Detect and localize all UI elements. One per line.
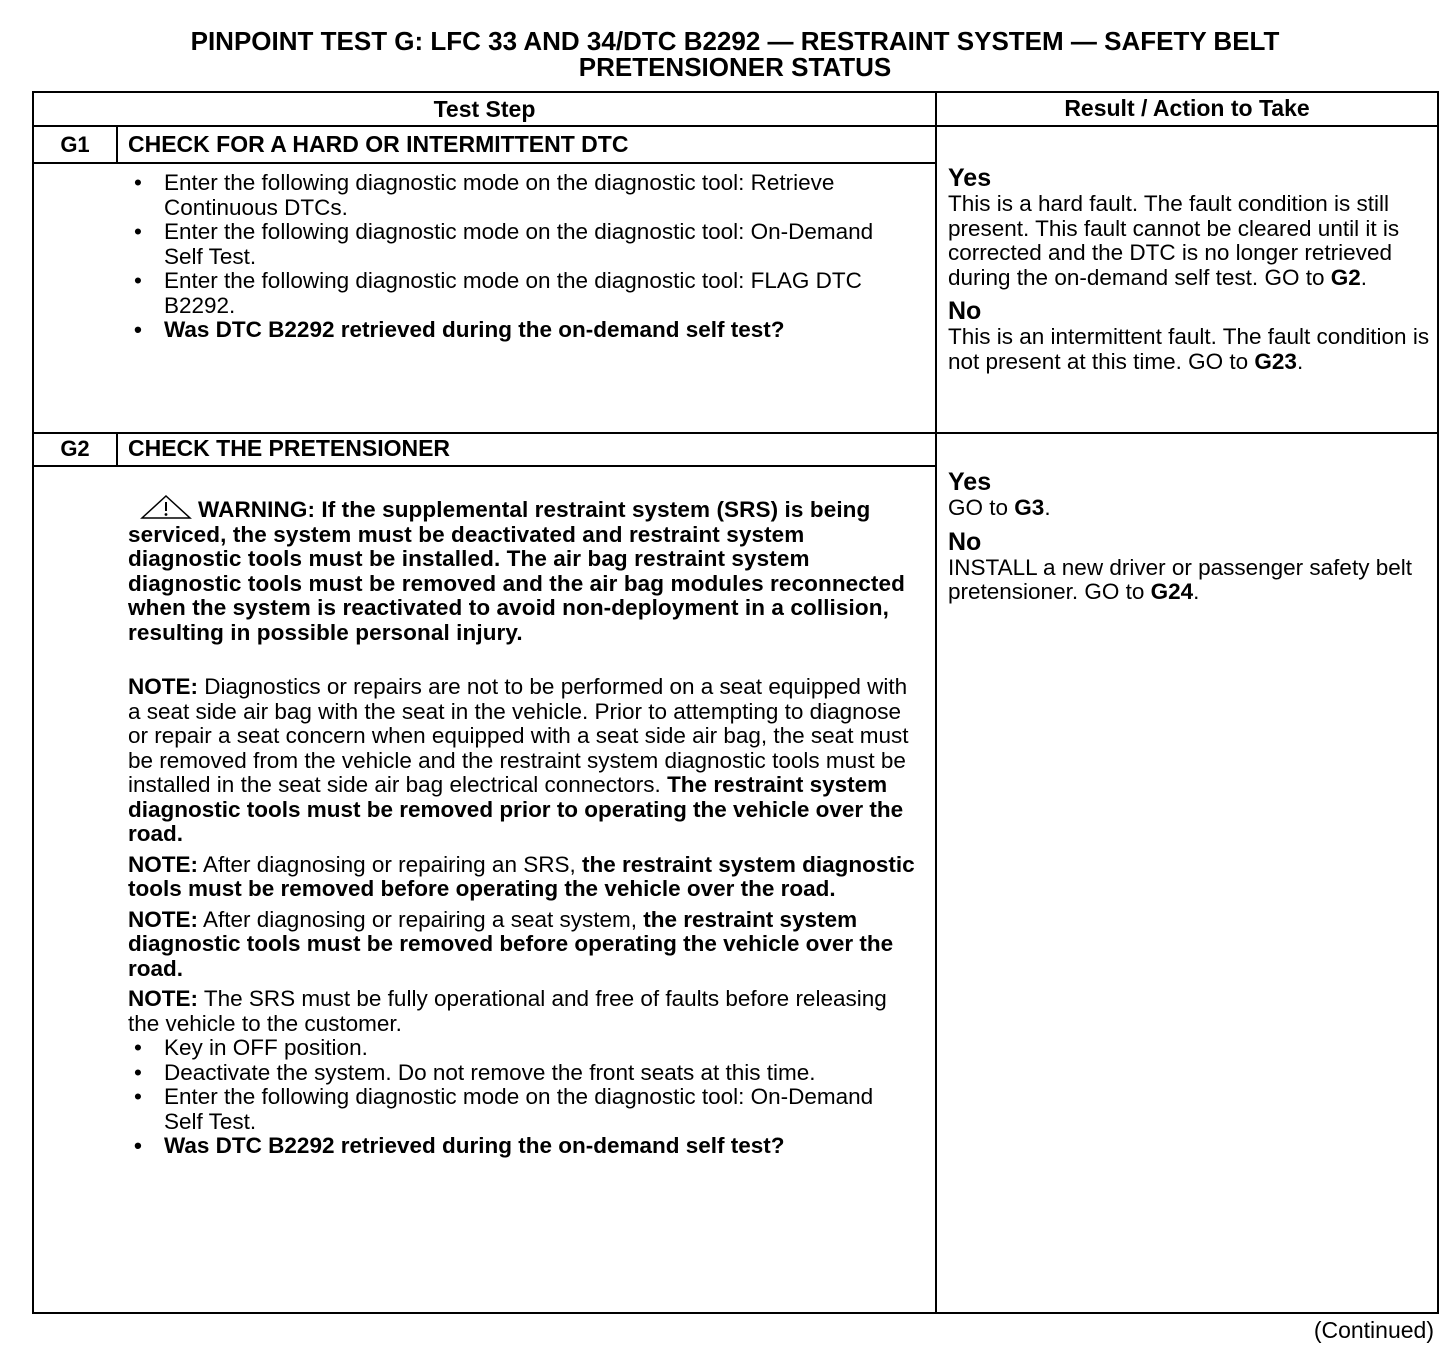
g2-result [948,469,1432,605]
header-result: Result / Action to Take [1064,95,1310,121]
g2-yes-goto: G3 [1014,495,1045,520]
g2-note-1-bold: The restraint system diagnostic tools must be removed prior to operating the vehicle over the road. [128,772,904,846]
g2-note-4-text: The SRS must be fully operational and free of faults before releasing the vehicle to the customer. [128,986,887,1036]
g2-note-2-bold: the restraint system diagnostic tools must be removed before operating the vehicle over the road. [128,851,915,901]
g1-yes-goto: G2 [1330,264,1361,290]
g1-bullet-1: • Enter the following diagnostic mode on the diagnostic tool: Retrieve Continuous DTCs. [126,171,916,220]
g1-no-label: No [948,297,982,325]
g2-note-3-text: After diagnosing or repairing a seat system, [203,906,637,932]
g1-bullet-4: • Was DTC B2292 retrieved during the on-demand self test? [126,318,916,343]
g1-no-text: This is an intermittent fault. The fault condition is not present at this time. GO to G23. [948,324,1430,374]
g2-yes-body: GO to [948,495,1009,520]
g2-note-1-label: NOTE: [128,674,198,699]
step-id-g1: G1 [60,132,90,157]
header-test-step: Test Step [433,96,536,122]
g2-bullet-1: • Key in OFF position. [126,1036,918,1061]
continued-label: (Continued) [1313,1317,1434,1343]
g1-yes-label: Yes [948,164,992,192]
g2-note-1-text: Diagnostics or repairs are not to be performed on a seat equipped with a seat side air bag with the seat in the vehicle. Prior to attempting to diagnose or repair a seat concern when equipped with a seat side air bag, the seat must be removed from the vehicle and the restraint system diagnostic tools must be installed in the seat side air bag electrical connectors. [128,674,909,797]
g2-yes-text: GO to G3. [948,495,1051,520]
page-title [30,28,1440,80]
g2-note-2-text: After diagnosing or repairing an SRS, [203,851,576,877]
g2-bullets [126,1036,918,1159]
g2-note-3-label: NOTE: [128,906,198,932]
g1-g2-divider [34,432,1437,434]
step-name-g1: CHECK FOR A HARD OR INTERMITTENT DTC [128,131,629,157]
g2-note-4 [128,987,918,1036]
g2-note-2 [128,853,918,902]
title-line-2: PRETENSIONER STATUS [578,52,892,82]
g2-bullet-3: • Enter the following diagnostic mode on the diagnostic tool: On-Demand Self Test. [126,1085,918,1134]
g1-bullet-3: • Enter the following diagnostic mode on the diagnostic tool: FLAG DTC B2292. [126,269,916,318]
g2-no-label: No [948,527,982,556]
g2-no-goto: G24 [1150,579,1194,604]
g1-id-divider [116,125,118,162]
g1-result [948,165,1432,374]
g1-yes-text: This is a hard fault. The fault condition is still present. This fault cannot be cleared until it is corrected and the DTC is no longer retrieved during the on-demand self test. GO to G2. [948,191,1400,290]
title-line-1: PINPOINT TEST G: LFC 33 AND 34/DTC B2292 — RESTRAINT SYSTEM — SAFETY BELT [190,26,1280,56]
pinpoint-test-table [32,91,1439,1314]
g2-warning-text: WARNING: If the supplemental restraint system (SRS) is being serviced, the system must be deactivated and restraint system diagnostic tools must be installed. The air bag restraint system diagnostic tools must be removed and the air bag modules reconnected when the system is reactivated to avoid non-deployment in a collision, resulting in possible personal injury. [128,497,905,645]
step-id-g2: G2 [60,436,90,461]
g2-title-divider [34,465,935,467]
g2-no-text: INSTALL a new driver or passenger safety belt pretensioner. GO to G24. [948,554,1412,604]
g2-bullet-4: • Was DTC B2292 retrieved during the on-demand self test? [126,1134,918,1159]
g2-yes-label: Yes [948,468,992,496]
g2-note-3-bold: the restraint system diagnostic tools must be removed before operating the vehicle over the road. [128,906,894,981]
g2-note-1 [128,675,918,847]
g2-warning [128,495,918,645]
column-divider [935,93,937,1314]
g1-yes-body: This is a hard fault. The fault condition is still present. This fault cannot be cleared until it is corrected and the DTC is no longer retrieved during the on-demand self test. GO to [948,191,1400,290]
g1-instructions [126,171,916,343]
step-name-g2: CHECK THE PRETENSIONER [128,435,451,461]
g1-no-body: This is an intermittent fault. The fault condition is not present at this time. GO to [948,324,1430,374]
header-divider [34,125,1437,127]
g1-no-goto: G23 [1254,348,1297,374]
g2-no-body: INSTALL a new driver or passenger safety belt pretensioner. GO to [948,554,1412,604]
g2-note-3 [128,908,918,982]
g2-note-4-label: NOTE: [128,986,198,1011]
g1-title-divider [34,162,935,164]
g2-instructions [128,495,918,1159]
g1-bullet-2: • Enter the following diagnostic mode on the diagnostic tool: On-Demand Self Test. [126,220,916,269]
g2-bullet-2: • Deactivate the system. Do not remove the front seats at this time. [126,1061,918,1086]
g2-id-divider [116,432,118,465]
g2-note-2-label: NOTE: [128,851,198,877]
warning-triangle-icon [140,495,192,519]
